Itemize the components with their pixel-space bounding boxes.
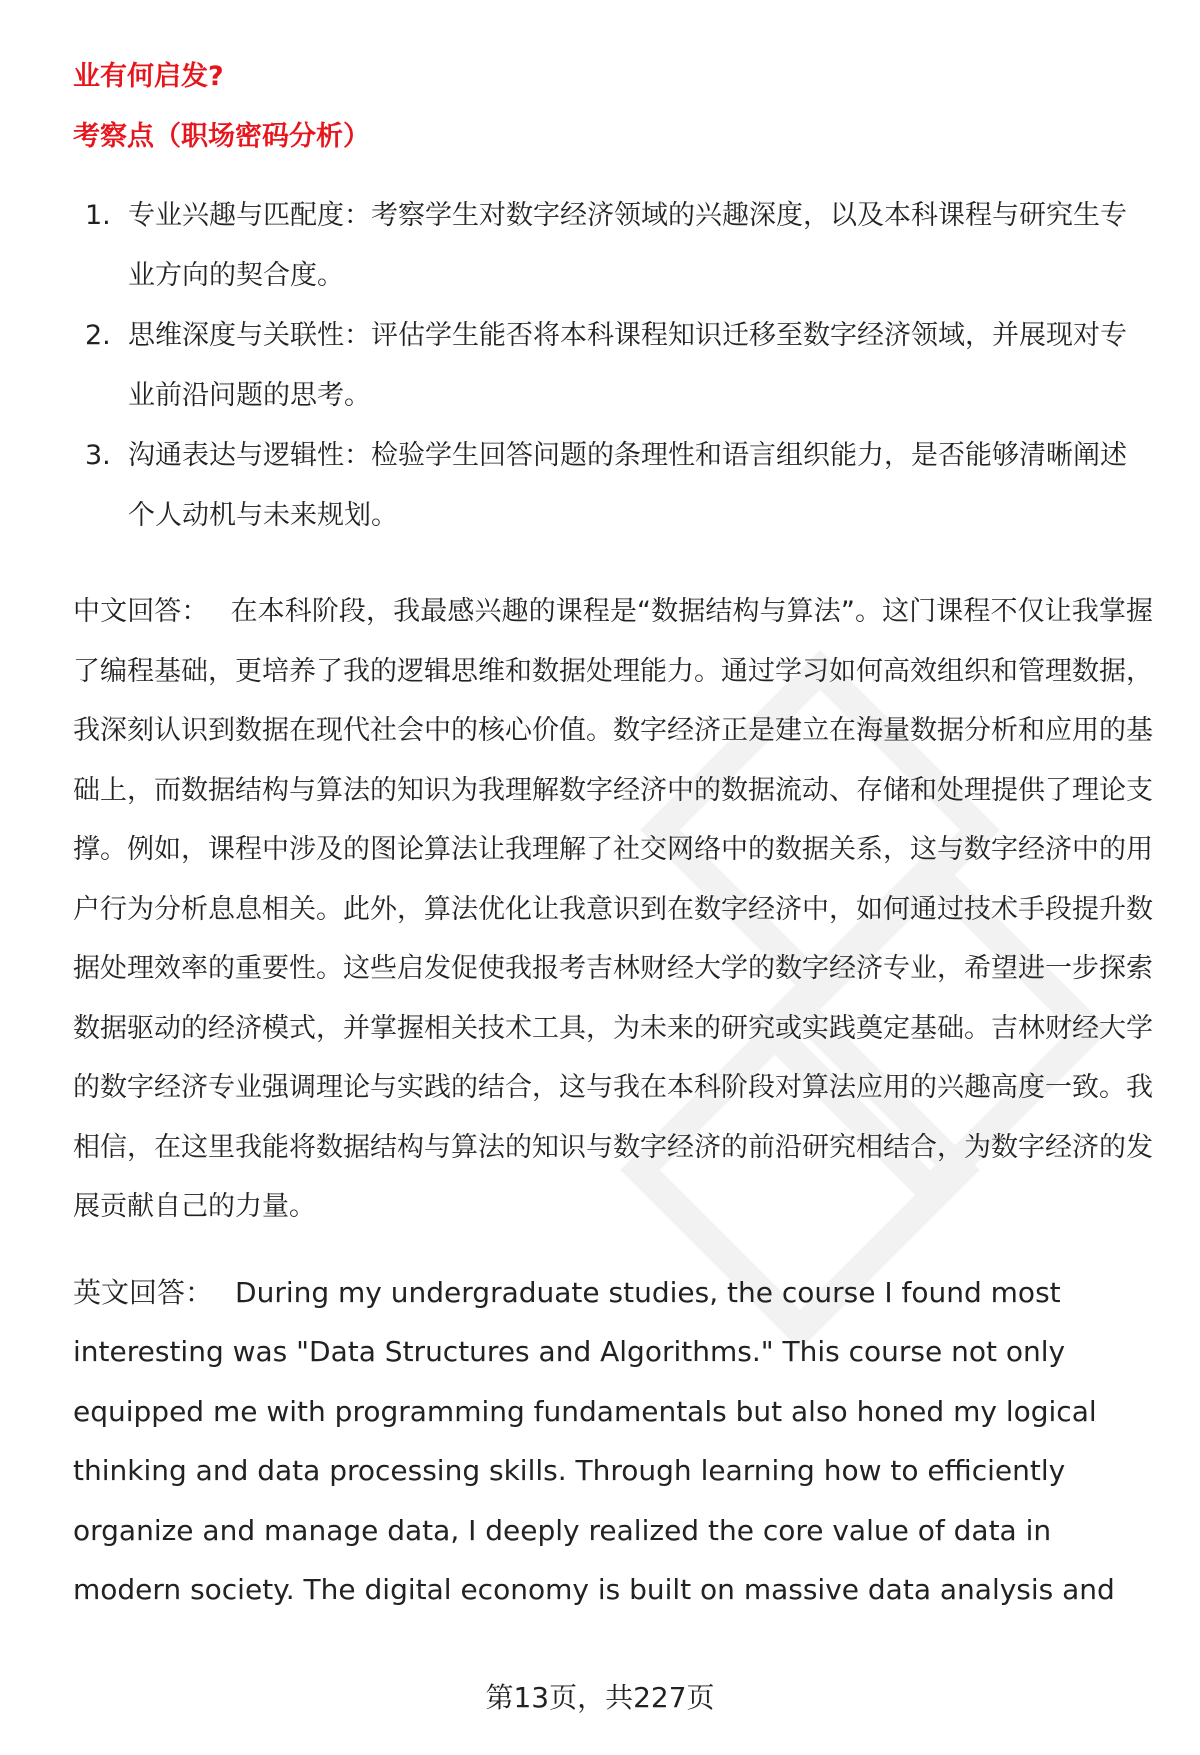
list-item-number: 3. xyxy=(85,440,111,471)
document-page xyxy=(73,58,1153,1646)
list-item-number: 2. xyxy=(85,320,111,351)
question-heading: 业有何启发? xyxy=(73,61,224,92)
chinese-answer-paragraph xyxy=(73,582,1153,1237)
list-item xyxy=(73,186,1153,306)
list-item-text: 沟通表达与逻辑性：检验学生回答问题的条理性和语言组织能力，是否能够清晰阐述个人动机与未来规划。 xyxy=(128,440,1127,531)
focus-points-title: 考察点（职场密码分析） xyxy=(73,121,370,152)
chinese-answer-text: 在本科阶段，我最感兴趣的课程是“数据结构与算法”。这门课程不仅让我掌握了编程基础，更培养了我的逻辑思维和数据处理能力。通过学习如何高效组织和管理数据，我深刻认识到数据在现代社会中的核心价值。数字经济正是建立在海量数据分析和应用的基础上，而数据结构与算法的知识为我理解数字经济中的数据流动、存储和处理提供了理论支撑。例如，课程中涉及的图论算法让我理解了社交网络中的数据关系，这与数字经济中的用户行为分析息息相关。此外，算法优化让我意识到在数字经济中，如何通过技术手段提升数据处理效率的重要性。这些启发促使我报考吉林财经大学的数字经济专业，希望进一步探索数据驱动的经济模式，并掌握相关技术工具，为未来的研究或实践奠定基础。吉林财经大学的数字经济专业强调理论与实践的结合，这与我在本科阶段对算法应用的兴趣高度一致。我相信，在这里我能将数据结构与算法的知识与数字经济的前沿研究相结合，为数字经济的发展贡献自己的力量。 xyxy=(73,596,1153,1222)
english-answer-paragraph xyxy=(73,1263,1153,1620)
english-answer-text: During my undergraduate studies, the course I found most interesting was "Data Structures and Algorithms." This course not only equipped me with programming fundamentals but also honed my logical thinking and data processing skills. Through learning how to efficiently organize and manage data, I deeply realized the core value of data in modern society. The digital economy is built on massive data analysis and xyxy=(73,1275,1115,1606)
list-item xyxy=(73,306,1153,426)
english-answer-label: 英文回答： xyxy=(73,1275,214,1309)
list-item-number: 1. xyxy=(85,200,111,231)
list-item xyxy=(73,426,1153,546)
list-item-text: 思维深度与关联性：评估学生能否将本科课程知识迁移至数字经济领域，并展现对专业前沿问题的思考。 xyxy=(128,320,1127,411)
chinese-answer-label: 中文回答： xyxy=(73,596,209,627)
criteria-list xyxy=(73,186,1153,546)
list-item-text: 专业兴趣与匹配度：考察学生对数字经济领域的兴趣深度，以及本科课程与研究生专业方向的契合度。 xyxy=(128,200,1127,291)
page-number-footer: 第13页，共227页 xyxy=(0,1678,1200,1718)
